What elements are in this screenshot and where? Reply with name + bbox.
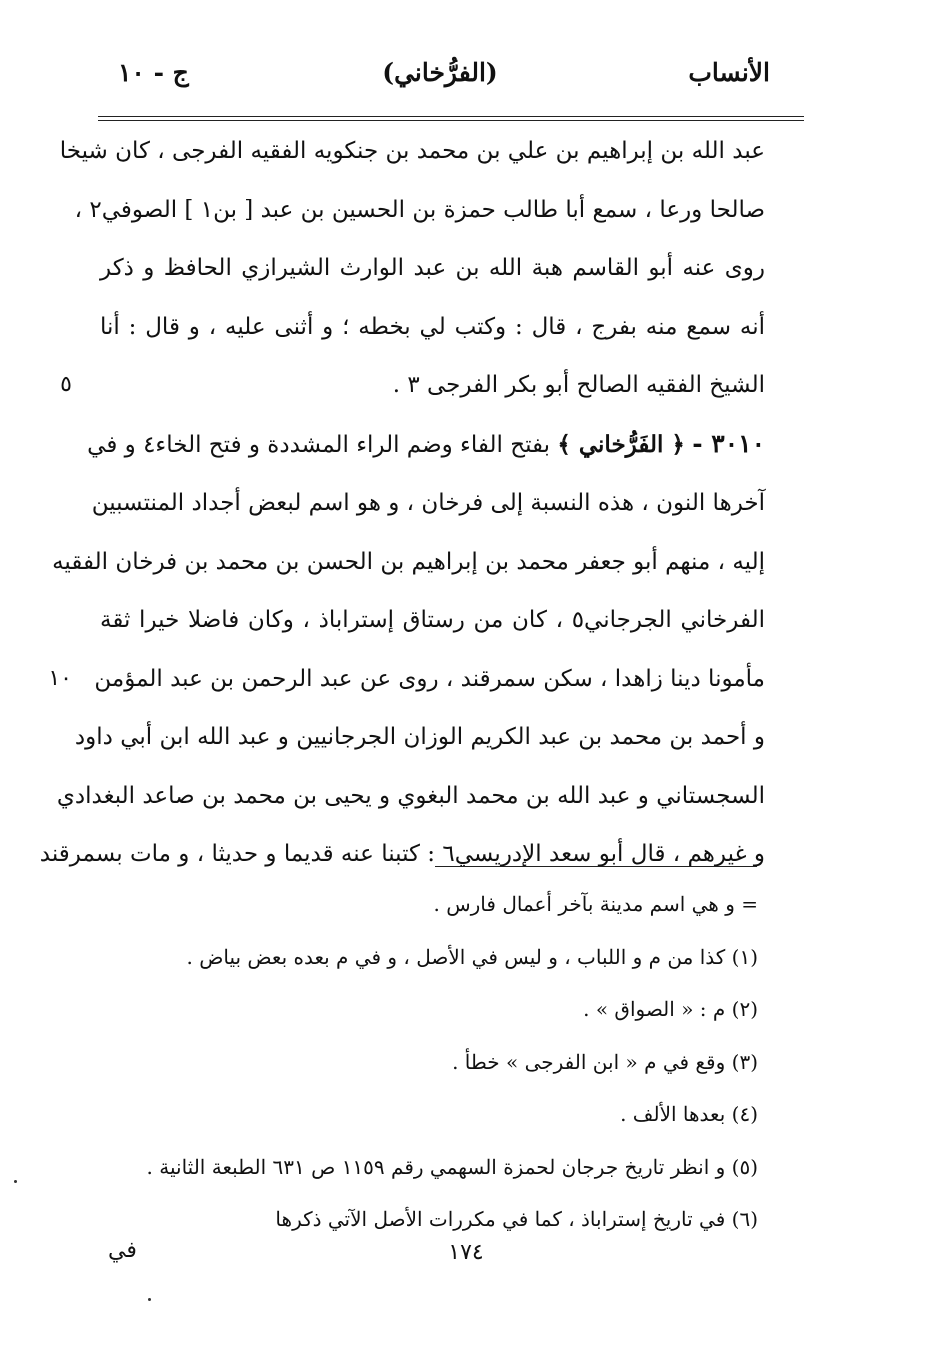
text-line: آخرها النون ، هذه النسبة إلى فرخان ، و هو اسم لبعض أجداد المنتسبين: [91, 490, 765, 516]
footnote: = و هي اسم مدينة بآخر أعمال فارس .: [433, 892, 758, 916]
text-line: الفرخاني الجرجاني٥ ، كان من رستاق إستراباذ ، وكان فاضلا خيرا ثقة: [100, 607, 765, 633]
text-line: و غيرهم ، قال أبو سعد الإدريسي٦ : كتبنا عنه قديما و حديثا ، و مات بسمرقند: [39, 841, 765, 867]
text-line: صالحا ورعا ، سمع أبا طالب حمزة بن الحسين بن عبد [ بن١ ] الصوفي٢ ،: [74, 196, 765, 223]
text-line: [48, 650, 765, 709]
text-line: السجستاني و عبد الله بن محمد البغوي و يحيى بن محمد بن صاعد البغدادي: [56, 782, 765, 809]
header-section-title: الأنساب: [688, 58, 770, 87]
header-entry-title: (الفرُّخاني): [382, 58, 498, 87]
footnote-rule: [435, 866, 757, 867]
footnote: (٣) وقع في م « ابن الفرجى » خطأ .: [452, 1049, 758, 1074]
entry-number: ٣٠١٠ -: [692, 428, 765, 458]
main-text: [39, 122, 765, 884]
line-number-margin: ١٠: [48, 665, 72, 691]
entry-heading-line: [87, 415, 765, 475]
line-number-margin: ٥: [60, 372, 72, 397]
text-line-content: الشيخ الفقيه الصالح أبو بكر الفرجى ٣ .: [392, 372, 765, 398]
footnote: (٤) بعدها الألف .: [620, 1102, 758, 1126]
text-line-content: مأمونا دينا زاهدا ، سكن سمرقند ، روى عن عبد الرحمن بن عبد المؤمن: [94, 665, 765, 692]
scan-speck: [148, 1298, 151, 1301]
page-number: ١٧٤: [448, 1240, 484, 1265]
text-line: و أحمد بن محمد بن عبد الكريم الوزان الجرجانيين و عبد الله ابن أبي داود: [74, 724, 765, 750]
footnote: (٦) في تاريخ إستراباذ ، كما في مكررات الأصل الآتي ذكرها: [275, 1207, 758, 1231]
footnotes: [110, 878, 758, 1246]
header-rule: [98, 116, 804, 121]
catch-word: في: [108, 1238, 137, 1263]
header-volume: ج - ١٠: [118, 58, 189, 87]
entry-first-line-text: بفتح الفاء وضم الراء المشددة و فتح الخاء٤ و في: [87, 431, 551, 458]
text-line: عبد الله بن إبراهيم بن علي بن محمد بن جنكويه الفقيه الفرجى ، كان شيخا: [59, 138, 765, 164]
text-line: إليه ، منهم أبو جعفر محمد بن إبراهيم بن الحسن بن محمد بن فرخان الفقيه: [52, 548, 765, 575]
entry-name: ﴿ الفَرُّخاني ﴾: [557, 430, 685, 458]
text-line: أنه سمع منه بفرج ، قال : وكتب لي بخطه ؛ و أثنى عليه ، و قال : أنا: [100, 313, 765, 340]
running-header: [110, 58, 770, 102]
footnote: (٢) م : « الصواق » .: [583, 997, 758, 1021]
footnote: (١) كذا من م و اللباب ، و ليس في الأصل ، و في م بعده بعض بياض .: [186, 944, 758, 969]
footnote: (٥) و انظر تاريخ جرجان لحمزة السهمي رقم ١١٥٩ ص ٦٣١ الطبعة الثانية .: [146, 1154, 758, 1179]
scan-speck: [14, 1180, 17, 1183]
text-line: روى عنه أبو القاسم هبة الله بن عبد الوارث الشيرازي الحافظ و ذكر: [100, 255, 765, 281]
text-line: [60, 356, 765, 415]
